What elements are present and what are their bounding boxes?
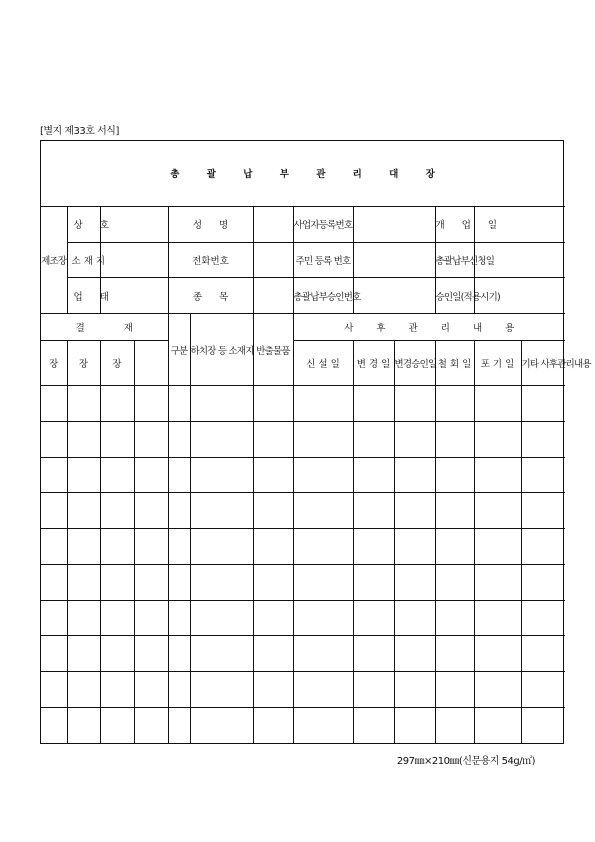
ledger-entry-cell[interactable]	[100, 600, 134, 636]
ledger-entry-cell[interactable]	[134, 564, 168, 600]
ledger-entry-cell[interactable]	[190, 493, 253, 529]
ledger-entry-cell[interactable]	[435, 671, 474, 707]
ledger-entry-cell[interactable]	[394, 457, 435, 493]
field-business-reg-number[interactable]	[353, 206, 435, 242]
ledger-entry-cell[interactable]	[41, 529, 67, 565]
ledger-entry-cell[interactable]	[190, 529, 253, 565]
ledger-entry-cell[interactable]	[353, 386, 394, 422]
ledger-entry-row	[41, 671, 565, 707]
ledger-entry-cell[interactable]	[253, 600, 293, 636]
ledger-entry-cell[interactable]	[394, 600, 435, 636]
ledger-entry-cell[interactable]	[134, 707, 168, 743]
ledger-entry-cell[interactable]	[353, 636, 394, 672]
field-phone-number[interactable]	[253, 242, 293, 278]
ledger-entry-cell[interactable]	[394, 564, 435, 600]
ledger-entry-cell[interactable]	[474, 600, 521, 636]
ledger-entry-cell[interactable]	[293, 422, 353, 458]
ledger-entry-cell[interactable]	[521, 493, 565, 529]
ledger-entry-cell[interactable]	[134, 529, 168, 565]
ledger-entry-cell[interactable]	[253, 422, 293, 458]
post-management-header: 사 후 관 리 내 용	[293, 313, 565, 341]
ledger-entry-cell[interactable]	[253, 493, 293, 529]
label-address: 소 재 지	[67, 242, 100, 278]
ledger-entry-cell[interactable]	[474, 493, 521, 529]
ledger-entry-cell[interactable]	[190, 457, 253, 493]
ledger-entry-cell[interactable]	[521, 386, 565, 422]
location-header: 하치장 등 소재지	[190, 313, 253, 385]
ledger-entry-cell[interactable]	[394, 707, 435, 743]
ledger-entry-row	[41, 422, 565, 458]
ledger-entry-cell[interactable]	[353, 600, 394, 636]
ledger-entry-cell[interactable]	[100, 457, 134, 493]
ledger-entry-cell[interactable]	[67, 529, 100, 565]
ledger-entry-cell[interactable]	[521, 529, 565, 565]
ledger-entry-cell[interactable]	[67, 493, 100, 529]
ledger-entry-row	[41, 600, 565, 636]
ledger-entry-cell[interactable]	[253, 386, 293, 422]
ledger-entry-cell[interactable]	[293, 564, 353, 600]
ledger-entry-cell[interactable]	[100, 529, 134, 565]
ledger-entry-cell[interactable]	[435, 422, 474, 458]
ledger-entry-cell[interactable]	[394, 386, 435, 422]
ledger-entry-cell[interactable]	[253, 671, 293, 707]
ledger-entry-cell[interactable]	[521, 422, 565, 458]
ledger-entry-cell[interactable]	[134, 386, 168, 422]
ledger-entry-cell[interactable]	[134, 600, 168, 636]
ledger-entry-cell[interactable]	[253, 636, 293, 672]
post-col-withdrawal-date: 철 회 일	[435, 341, 474, 386]
ledger-entry-cell[interactable]	[41, 386, 67, 422]
ledger-entry-cell[interactable]	[190, 707, 253, 743]
ledger-entry-cell[interactable]	[190, 386, 253, 422]
post-col-abandonment-date: 포 기 일	[474, 341, 521, 386]
approval-header: 결 재	[41, 313, 168, 341]
form-code: [별지 제33호 서식]	[40, 126, 119, 137]
ledger-entry-cell[interactable]	[521, 671, 565, 707]
ledger-entry-cell[interactable]	[41, 493, 67, 529]
ledger-entry-row	[41, 386, 565, 422]
type-header: 구분	[168, 313, 190, 385]
ledger-entry-cell[interactable]	[353, 564, 394, 600]
label-business-type: 업 태	[67, 278, 100, 314]
ledger-entry-cell[interactable]	[521, 600, 565, 636]
ledger-entry-cell[interactable]	[293, 529, 353, 565]
ledger-entry-cell[interactable]	[293, 707, 353, 743]
ledger-entry-cell[interactable]	[293, 636, 353, 672]
ledger-entry-cell[interactable]	[67, 636, 100, 672]
ledger-entry-cell[interactable]	[253, 707, 293, 743]
ledger-entry-cell[interactable]	[293, 671, 353, 707]
ledger-entry-cell[interactable]	[100, 636, 134, 672]
post-col-change-date: 변 경 일	[353, 341, 394, 386]
label-phone-number: 전화번호	[168, 242, 253, 278]
ledger-entry-cell[interactable]	[67, 386, 100, 422]
ledger-entry-cell[interactable]	[41, 707, 67, 743]
post-col-other-details: 기타 사후관리내용	[521, 341, 565, 386]
ledger-entry-cell[interactable]	[253, 529, 293, 565]
ledger-entry-cell[interactable]	[41, 636, 67, 672]
ledger-entry-cell[interactable]	[134, 493, 168, 529]
field-business-item[interactable]	[253, 278, 293, 314]
ledger-entry-cell[interactable]	[100, 422, 134, 458]
label-business-name: 상 호	[67, 206, 100, 242]
ledger-entry-cell[interactable]	[168, 671, 190, 707]
ledger-entry-cell[interactable]	[100, 564, 134, 600]
ledger-entry-cell[interactable]	[67, 564, 100, 600]
ledger-entry-cell[interactable]	[474, 386, 521, 422]
ledger-entry-cell[interactable]	[521, 457, 565, 493]
ledger-entry-cell[interactable]	[521, 564, 565, 600]
ledger-entry-cell[interactable]	[353, 457, 394, 493]
ledger-entry-cell[interactable]	[67, 671, 100, 707]
field-business-type[interactable]	[100, 278, 168, 314]
label-business-reg-number: 사업자등록번호	[293, 206, 353, 242]
ledger-entry-cell[interactable]	[168, 386, 190, 422]
approval-stamp-3[interactable]: 장	[100, 341, 134, 386]
ledger-entry-cell[interactable]	[134, 636, 168, 672]
ledger-entry-cell[interactable]	[67, 600, 100, 636]
field-address[interactable]	[100, 242, 168, 278]
approval-stamp-1[interactable]: 장	[41, 341, 67, 386]
ledger-entry-cell[interactable]	[394, 493, 435, 529]
ledger-entry-cell[interactable]	[67, 457, 100, 493]
ledger-entry-cell[interactable]	[134, 671, 168, 707]
ledger-entry-cell[interactable]	[474, 529, 521, 565]
ledger-entry-cell[interactable]	[100, 707, 134, 743]
label-resident-reg-number: 주민 등록 번호	[293, 242, 353, 278]
ledger-entry-cell[interactable]	[168, 422, 190, 458]
ledger-entry-cell[interactable]	[353, 671, 394, 707]
ledger-entry-cell[interactable]	[394, 529, 435, 565]
label-approval-date: 승인일(적용시기)	[435, 278, 474, 314]
field-consolidated-payment-approval-number[interactable]	[353, 278, 435, 314]
ledger-entry-cell[interactable]	[168, 529, 190, 565]
ledger-entry-cell[interactable]	[435, 493, 474, 529]
ledger-entry-row	[41, 493, 565, 529]
field-representative-name[interactable]	[253, 206, 293, 242]
ledger-entry-cell[interactable]	[435, 386, 474, 422]
ledger-entry-cell[interactable]	[474, 564, 521, 600]
ledger-entry-cell[interactable]	[41, 600, 67, 636]
field-resident-reg-number[interactable]	[353, 242, 435, 278]
ledger-entry-cell[interactable]	[521, 707, 565, 743]
ledger-entry-cell[interactable]	[474, 457, 521, 493]
ledger-entry-row	[41, 564, 565, 600]
ledger-entry-cell[interactable]	[41, 671, 67, 707]
ledger-entry-row	[41, 457, 565, 493]
ledger-entry-cell[interactable]	[394, 636, 435, 672]
ledger-entry-cell[interactable]	[474, 671, 521, 707]
post-col-establishment-date: 신 설 일	[293, 341, 353, 386]
approval-stamp-2[interactable]: 장	[67, 341, 100, 386]
ledger-entry-cell[interactable]	[353, 707, 394, 743]
label-opening-date: 개 업 일	[435, 206, 474, 242]
ledger-entry-cell[interactable]	[435, 636, 474, 672]
ledger-entry-cell[interactable]	[41, 422, 67, 458]
label-consolidated-payment-approval-number: 총괄납부승인번호	[293, 278, 353, 314]
ledger-entry-cell[interactable]	[435, 564, 474, 600]
ledger-entry-row	[41, 707, 565, 743]
label-consolidated-payment-application-date: 총괄납부신청일	[435, 242, 474, 278]
ledger-entry-cell[interactable]	[293, 386, 353, 422]
ledger-entry-row	[41, 636, 565, 672]
ledger-entry-cell[interactable]	[435, 707, 474, 743]
ledger-entry-cell[interactable]	[293, 600, 353, 636]
ledger-entry-cell[interactable]	[168, 564, 190, 600]
ledger-entry-cell[interactable]	[353, 493, 394, 529]
ledger-entry-cell[interactable]	[168, 600, 190, 636]
ledger-entry-cell[interactable]	[168, 636, 190, 672]
ledger-form	[40, 140, 591, 744]
ledger-entry-cell[interactable]	[394, 671, 435, 707]
ledger-entry-cell[interactable]	[435, 600, 474, 636]
ledger-entry-cell[interactable]	[521, 636, 565, 672]
manufacturer-group-label: 제조장	[41, 206, 67, 313]
approval-stamp-spare[interactable]	[134, 341, 168, 386]
ledger-table	[41, 141, 591, 743]
ledger-entry-cell[interactable]	[190, 600, 253, 636]
ledger-entry-cell[interactable]	[190, 636, 253, 672]
shipment-header: 반출물품	[253, 313, 293, 385]
ledger-entry-cell[interactable]	[67, 422, 100, 458]
ledger-entry-cell[interactable]	[190, 564, 253, 600]
ledger-entry-cell[interactable]	[435, 529, 474, 565]
ledger-entry-cell[interactable]	[41, 564, 67, 600]
form-title: 총 괄 납 부 관 리 대 장	[41, 141, 565, 206]
ledger-entry-cell[interactable]	[474, 636, 521, 672]
ledger-entry-cell[interactable]	[67, 707, 100, 743]
ledger-entry-cell[interactable]	[394, 422, 435, 458]
ledger-entry-cell[interactable]	[293, 457, 353, 493]
ledger-entry-row	[41, 529, 565, 565]
ledger-entry-cell[interactable]	[253, 564, 293, 600]
label-business-item: 종 목	[168, 278, 253, 314]
ledger-entry-cell[interactable]	[435, 457, 474, 493]
ledger-entry-cell[interactable]	[168, 493, 190, 529]
ledger-entry-cell[interactable]	[134, 457, 168, 493]
ledger-entry-cell[interactable]	[100, 493, 134, 529]
ledger-entry-cell[interactable]	[134, 422, 168, 458]
ledger-entry-cell[interactable]	[353, 529, 394, 565]
ledger-entry-cell[interactable]	[353, 422, 394, 458]
ledger-entry-cell[interactable]	[168, 457, 190, 493]
ledger-entry-cell[interactable]	[253, 457, 293, 493]
ledger-entry-cell[interactable]	[293, 493, 353, 529]
ledger-entry-cell[interactable]	[100, 671, 134, 707]
ledger-entry-cell[interactable]	[41, 457, 67, 493]
field-business-name[interactable]	[100, 206, 168, 242]
post-col-change-approval-date: 변경승인일	[394, 341, 435, 386]
ledger-entry-cell[interactable]	[474, 422, 521, 458]
ledger-entry-cell[interactable]	[190, 422, 253, 458]
ledger-entry-cell[interactable]	[100, 386, 134, 422]
label-representative-name: 성 명	[168, 206, 253, 242]
ledger-entry-cell[interactable]	[168, 707, 190, 743]
ledger-entry-cell[interactable]	[190, 671, 253, 707]
paper-spec-note: 297㎜×210㎜(신문용지 54g/㎡)	[396, 756, 535, 767]
ledger-entry-cell[interactable]	[474, 707, 521, 743]
